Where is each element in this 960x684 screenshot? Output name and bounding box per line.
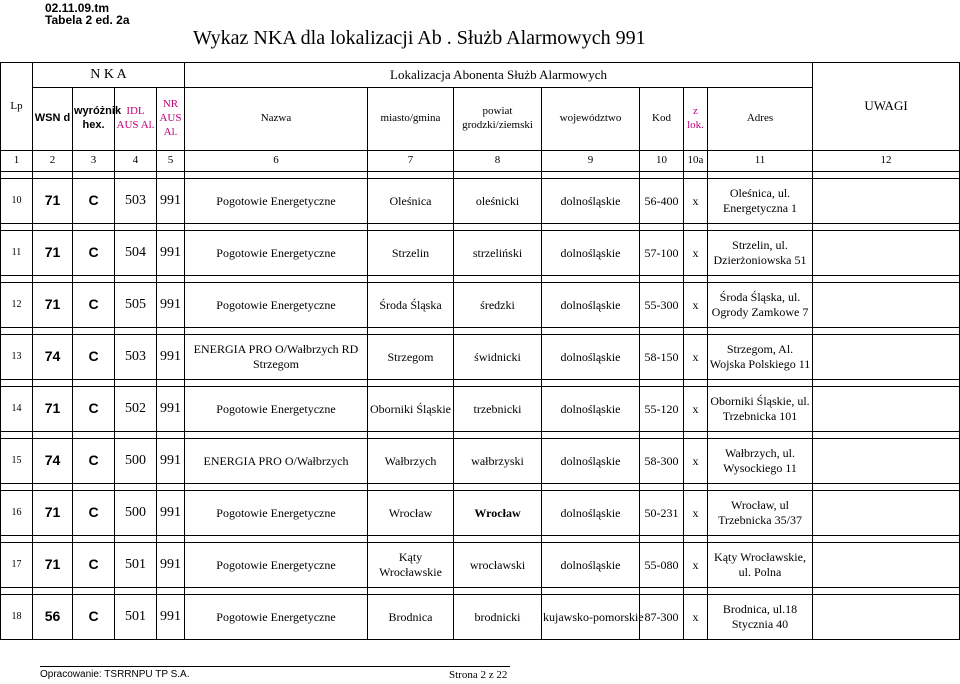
cell-powiat: wałbrzyski (454, 439, 542, 484)
cell-nr: 991 (157, 543, 185, 588)
spacer-cell (1, 588, 33, 595)
cell-lp: 13 (1, 335, 33, 380)
spacer-cell (542, 224, 640, 231)
spacer-cell (542, 172, 640, 179)
col-kod-header: Kod (640, 88, 684, 151)
spacer-cell (542, 432, 640, 439)
cell-idl: 503 (115, 335, 157, 380)
col-miasto-header: miasto/gmina (368, 88, 454, 151)
cell-wojewodztwo: dolnośląskie (542, 179, 640, 224)
spacer-cell (684, 172, 708, 179)
spacer-cell (33, 536, 73, 543)
spacer-cell (115, 432, 157, 439)
footer-divider (40, 666, 510, 667)
cell-idl: 500 (115, 491, 157, 536)
spacer-cell (708, 432, 813, 439)
cell-wojewodztwo: dolnośląskie (542, 387, 640, 432)
cell-nazwa: Pogotowie Energetyczne (185, 387, 368, 432)
spacer-cell (454, 172, 542, 179)
cell-kod: 56-400 (640, 179, 684, 224)
spacer-cell (708, 172, 813, 179)
table-row (1, 231, 960, 276)
cell-adres: Wrocław, ul Trzebnicka 35/37 (708, 491, 813, 536)
spacer-cell (115, 536, 157, 543)
cell-kod: 87-300 (640, 595, 684, 640)
spacer-cell (542, 536, 640, 543)
spacer-cell (640, 172, 684, 179)
spacer-cell (33, 276, 73, 283)
header-row-groups (1, 63, 960, 88)
cell-nazwa: Pogotowie Energetyczne (185, 491, 368, 536)
spacer-cell (33, 380, 73, 387)
table-row (1, 543, 960, 588)
document-date: 02.11.09.tm (45, 1, 110, 15)
cell-nr: 991 (157, 595, 185, 640)
spacer-cell (157, 536, 185, 543)
cell-idl: 501 (115, 543, 157, 588)
column-number: 3 (73, 151, 115, 172)
cell-z-lok: x (684, 179, 708, 224)
spacer-cell (813, 172, 960, 179)
spacer-cell (73, 328, 115, 335)
column-number: 2 (33, 151, 73, 172)
cell-idl: 503 (115, 179, 157, 224)
spacer-cell (1, 484, 33, 491)
spacer-cell (813, 224, 960, 231)
spacer-cell (185, 224, 368, 231)
cell-powiat: świdnicki (454, 335, 542, 380)
spacer-cell (157, 484, 185, 491)
cell-uwagi (813, 439, 960, 484)
spacer-cell (454, 380, 542, 387)
table-row (1, 491, 960, 536)
spacer-cell (1, 536, 33, 543)
table-row (1, 335, 960, 380)
spacer-cell (1, 380, 33, 387)
cell-miasto: Wałbrzych (368, 439, 454, 484)
cell-uwagi (813, 283, 960, 328)
spacer-cell (640, 224, 684, 231)
cell-kod: 58-300 (640, 439, 684, 484)
spacer-cell (1, 172, 33, 179)
col-location-group: Lokalizacja Abonenta Służb Alarmowych (185, 63, 813, 88)
spacer-cell (813, 328, 960, 335)
page-title: Wykaz NKA dla lokalizacji Ab . Służb Alarmowych 991 (193, 27, 646, 49)
cell-nr: 991 (157, 439, 185, 484)
cell-kod: 58-150 (640, 335, 684, 380)
spacer-cell (368, 536, 454, 543)
cell-lp: 11 (1, 231, 33, 276)
spacer-cell (185, 432, 368, 439)
cell-miasto: Strzelin (368, 231, 454, 276)
column-number: 5 (157, 151, 185, 172)
cell-kod: 55-300 (640, 283, 684, 328)
table-row (1, 595, 960, 640)
cell-nr: 991 (157, 179, 185, 224)
cell-wojewodztwo: dolnośląskie (542, 231, 640, 276)
column-number: 9 (542, 151, 640, 172)
spacer-cell (542, 328, 640, 335)
cell-nr: 991 (157, 335, 185, 380)
cell-miasto: Wrocław (368, 491, 454, 536)
cell-wyroznik: C (73, 283, 115, 328)
spacer-cell (684, 484, 708, 491)
cell-z-lok: x (684, 439, 708, 484)
cell-wojewodztwo: dolnośląskie (542, 283, 640, 328)
table-row (1, 439, 960, 484)
spacer-cell (185, 276, 368, 283)
cell-lp: 10 (1, 179, 33, 224)
col-idl-header: IDL AUS Al. (115, 88, 157, 151)
spacer-cell (640, 328, 684, 335)
cell-lp: 16 (1, 491, 33, 536)
cell-adres: Kąty Wrocławskie, ul. Polna (708, 543, 813, 588)
cell-powiat: brodnicki (454, 595, 542, 640)
spacer-cell (368, 328, 454, 335)
col-z-lok-header: z lok. (684, 88, 708, 151)
cell-wyroznik: C (73, 595, 115, 640)
cell-powiat: Wrocław (454, 491, 542, 536)
spacer-cell (640, 536, 684, 543)
cell-adres: Brodnica, ul.18 Stycznia 40 (708, 595, 813, 640)
spacer-cell (684, 588, 708, 595)
spacer-cell (640, 588, 684, 595)
spacer-cell (73, 276, 115, 283)
table-label: Tabela 2 ed. 2a (45, 13, 130, 27)
row-spacer (1, 484, 960, 491)
cell-idl: 505 (115, 283, 157, 328)
column-number: 4 (115, 151, 157, 172)
spacer-cell (33, 484, 73, 491)
spacer-cell (185, 484, 368, 491)
cell-wojewodztwo: dolnośląskie (542, 439, 640, 484)
spacer-cell (157, 432, 185, 439)
spacer-cell (115, 276, 157, 283)
cell-z-lok: x (684, 543, 708, 588)
cell-z-lok: x (684, 335, 708, 380)
spacer-cell (640, 380, 684, 387)
spacer-cell (368, 276, 454, 283)
spacer-cell (684, 328, 708, 335)
spacer-cell (708, 276, 813, 283)
cell-miasto: Kąty Wrocławskie (368, 543, 454, 588)
column-number: 11 (708, 151, 813, 172)
cell-wyroznik: C (73, 543, 115, 588)
cell-miasto: Brodnica (368, 595, 454, 640)
cell-wsn: 74 (33, 439, 73, 484)
cell-nr: 991 (157, 387, 185, 432)
cell-uwagi (813, 543, 960, 588)
spacer-cell (185, 588, 368, 595)
spacer-cell (684, 276, 708, 283)
cell-wyroznik: C (73, 439, 115, 484)
spacer-cell (813, 588, 960, 595)
cell-idl: 501 (115, 595, 157, 640)
spacer-cell (708, 484, 813, 491)
spacer-cell (542, 484, 640, 491)
spacer-cell (542, 380, 640, 387)
column-number: 6 (185, 151, 368, 172)
cell-z-lok: x (684, 231, 708, 276)
row-spacer (1, 432, 960, 439)
cell-adres: Wałbrzych, ul. Wysockiego 11 (708, 439, 813, 484)
cell-z-lok: x (684, 491, 708, 536)
cell-nazwa: Pogotowie Energetyczne (185, 283, 368, 328)
cell-nazwa: Pogotowie Energetyczne (185, 179, 368, 224)
cell-wsn: 56 (33, 595, 73, 640)
cell-nr: 991 (157, 283, 185, 328)
cell-idl: 502 (115, 387, 157, 432)
cell-kod: 50-231 (640, 491, 684, 536)
column-number: 10a (684, 151, 708, 172)
cell-wyroznik: C (73, 491, 115, 536)
spacer-cell (73, 224, 115, 231)
cell-wyroznik: C (73, 231, 115, 276)
spacer-cell (157, 172, 185, 179)
cell-miasto: Oborniki Śląskie (368, 387, 454, 432)
spacer-cell (708, 588, 813, 595)
footer-page-number: Strona 2 z 22 (449, 669, 508, 681)
col-wsn-header: WSN d (33, 88, 73, 151)
cell-lp: 18 (1, 595, 33, 640)
cell-powiat: średzki (454, 283, 542, 328)
cell-nr: 991 (157, 491, 185, 536)
row-spacer (1, 276, 960, 283)
spacer-cell (368, 172, 454, 179)
spacer-cell (813, 276, 960, 283)
cell-nazwa: ENERGIA PRO O/Wałbrzych (185, 439, 368, 484)
spacer-cell (708, 380, 813, 387)
column-number: 10 (640, 151, 684, 172)
spacer-cell (1, 432, 33, 439)
table-row (1, 283, 960, 328)
cell-lp: 12 (1, 283, 33, 328)
spacer-cell (684, 224, 708, 231)
col-lp-header: Lp (1, 63, 33, 151)
col-nka-group: N K A (33, 63, 185, 88)
column-number: 7 (368, 151, 454, 172)
column-number-row (1, 151, 960, 172)
spacer-cell (708, 224, 813, 231)
spacer-cell (157, 588, 185, 595)
cell-wojewodztwo: dolnośląskie (542, 543, 640, 588)
nka-table (0, 62, 960, 640)
spacer-cell (157, 224, 185, 231)
spacer-cell (33, 432, 73, 439)
spacer-cell (708, 328, 813, 335)
cell-wyroznik: C (73, 387, 115, 432)
cell-miasto: Strzegom (368, 335, 454, 380)
spacer-cell (115, 328, 157, 335)
cell-powiat: oleśnicki (454, 179, 542, 224)
cell-nr: 991 (157, 231, 185, 276)
spacer-cell (684, 380, 708, 387)
column-number: 12 (813, 151, 960, 172)
footer-prepared-by: Opracowanie: TSRRNPU TP S.A. (40, 669, 190, 680)
spacer-cell (454, 224, 542, 231)
spacer-cell (813, 536, 960, 543)
cell-wojewodztwo: dolnośląskie (542, 491, 640, 536)
spacer-cell (73, 380, 115, 387)
spacer-cell (185, 328, 368, 335)
cell-wsn: 71 (33, 231, 73, 276)
spacer-cell (1, 224, 33, 231)
spacer-cell (454, 536, 542, 543)
spacer-cell (73, 588, 115, 595)
col-powiat-header: powiat grodzki/ziemski (454, 88, 542, 151)
spacer-cell (73, 484, 115, 491)
row-spacer (1, 380, 960, 387)
spacer-cell (640, 484, 684, 491)
spacer-cell (115, 224, 157, 231)
spacer-cell (454, 484, 542, 491)
cell-adres: Oborniki Śląskie, ul. Trzebnicka 101 (708, 387, 813, 432)
cell-nazwa: ENERGIA PRO O/Wałbrzych RD Strzegom (185, 335, 368, 380)
spacer-cell (813, 432, 960, 439)
cell-powiat: trzebnicki (454, 387, 542, 432)
col-uwagi-header: UWAGI (813, 63, 960, 151)
spacer-cell (1, 276, 33, 283)
cell-wsn: 71 (33, 543, 73, 588)
cell-wsn: 71 (33, 387, 73, 432)
cell-wsn: 71 (33, 491, 73, 536)
spacer-cell (157, 380, 185, 387)
cell-wsn: 71 (33, 179, 73, 224)
spacer-cell (157, 328, 185, 335)
cell-adres: Oleśnica, ul. Energetyczna 1 (708, 179, 813, 224)
cell-miasto: Środa Śląska (368, 283, 454, 328)
cell-adres: Środa Śląska, ul. Ogrody Zamkowe 7 (708, 283, 813, 328)
cell-adres: Strzelin, ul. Dzierżoniowska 51 (708, 231, 813, 276)
spacer-cell (640, 432, 684, 439)
row-spacer (1, 172, 960, 179)
cell-nazwa: Pogotowie Energetyczne (185, 543, 368, 588)
cell-miasto: Oleśnica (368, 179, 454, 224)
cell-lp: 14 (1, 387, 33, 432)
cell-powiat: strzeliński (454, 231, 542, 276)
col-nazwa-header: Nazwa (185, 88, 368, 151)
spacer-cell (185, 380, 368, 387)
row-spacer (1, 588, 960, 595)
cell-kod: 55-080 (640, 543, 684, 588)
spacer-cell (684, 536, 708, 543)
spacer-cell (368, 484, 454, 491)
cell-adres: Strzegom, Al. Wojska Polskiego 11 (708, 335, 813, 380)
spacer-cell (185, 172, 368, 179)
spacer-cell (542, 588, 640, 595)
cell-idl: 500 (115, 439, 157, 484)
spacer-cell (813, 484, 960, 491)
cell-wojewodztwo: kujawsko-pomorskie (542, 595, 640, 640)
cell-uwagi (813, 387, 960, 432)
spacer-cell (454, 432, 542, 439)
spacer-cell (33, 172, 73, 179)
cell-powiat: wrocławski (454, 543, 542, 588)
cell-uwagi (813, 491, 960, 536)
spacer-cell (115, 380, 157, 387)
cell-wsn: 71 (33, 283, 73, 328)
cell-kod: 57-100 (640, 231, 684, 276)
row-spacer (1, 328, 960, 335)
cell-kod: 55-120 (640, 387, 684, 432)
spacer-cell (115, 484, 157, 491)
cell-nazwa: Pogotowie Energetyczne (185, 595, 368, 640)
spacer-cell (73, 536, 115, 543)
spacer-cell (454, 328, 542, 335)
spacer-cell (157, 276, 185, 283)
spacer-cell (185, 536, 368, 543)
spacer-cell (454, 276, 542, 283)
cell-z-lok: x (684, 387, 708, 432)
spacer-cell (368, 380, 454, 387)
spacer-cell (708, 536, 813, 543)
spacer-cell (640, 276, 684, 283)
spacer-cell (684, 432, 708, 439)
table-row (1, 387, 960, 432)
spacer-cell (33, 588, 73, 595)
row-spacer (1, 536, 960, 543)
spacer-cell (115, 172, 157, 179)
column-number: 1 (1, 151, 33, 172)
col-wyroznik-header: wyróżnik hex. (73, 88, 115, 151)
spacer-cell (454, 588, 542, 595)
cell-uwagi (813, 179, 960, 224)
spacer-cell (542, 276, 640, 283)
spacer-cell (813, 380, 960, 387)
cell-wyroznik: C (73, 179, 115, 224)
table-row (1, 179, 960, 224)
col-nr-header: NR AUS Al. (157, 88, 185, 151)
spacer-cell (368, 224, 454, 231)
spacer-cell (33, 328, 73, 335)
spacer-cell (115, 588, 157, 595)
cell-nazwa: Pogotowie Energetyczne (185, 231, 368, 276)
cell-lp: 15 (1, 439, 33, 484)
spacer-cell (33, 224, 73, 231)
cell-wsn: 74 (33, 335, 73, 380)
spacer-cell (73, 432, 115, 439)
cell-z-lok: x (684, 283, 708, 328)
row-spacer (1, 224, 960, 231)
col-adres-header: Adres (708, 88, 813, 151)
spacer-cell (368, 432, 454, 439)
cell-wyroznik: C (73, 335, 115, 380)
spacer-cell (73, 172, 115, 179)
cell-z-lok: x (684, 595, 708, 640)
spacer-cell (368, 588, 454, 595)
column-number: 8 (454, 151, 542, 172)
cell-uwagi (813, 335, 960, 380)
col-wojewodztwo-header: województwo (542, 88, 640, 151)
cell-wojewodztwo: dolnośląskie (542, 335, 640, 380)
spacer-cell (1, 328, 33, 335)
cell-lp: 17 (1, 543, 33, 588)
cell-uwagi (813, 231, 960, 276)
cell-uwagi (813, 595, 960, 640)
cell-idl: 504 (115, 231, 157, 276)
